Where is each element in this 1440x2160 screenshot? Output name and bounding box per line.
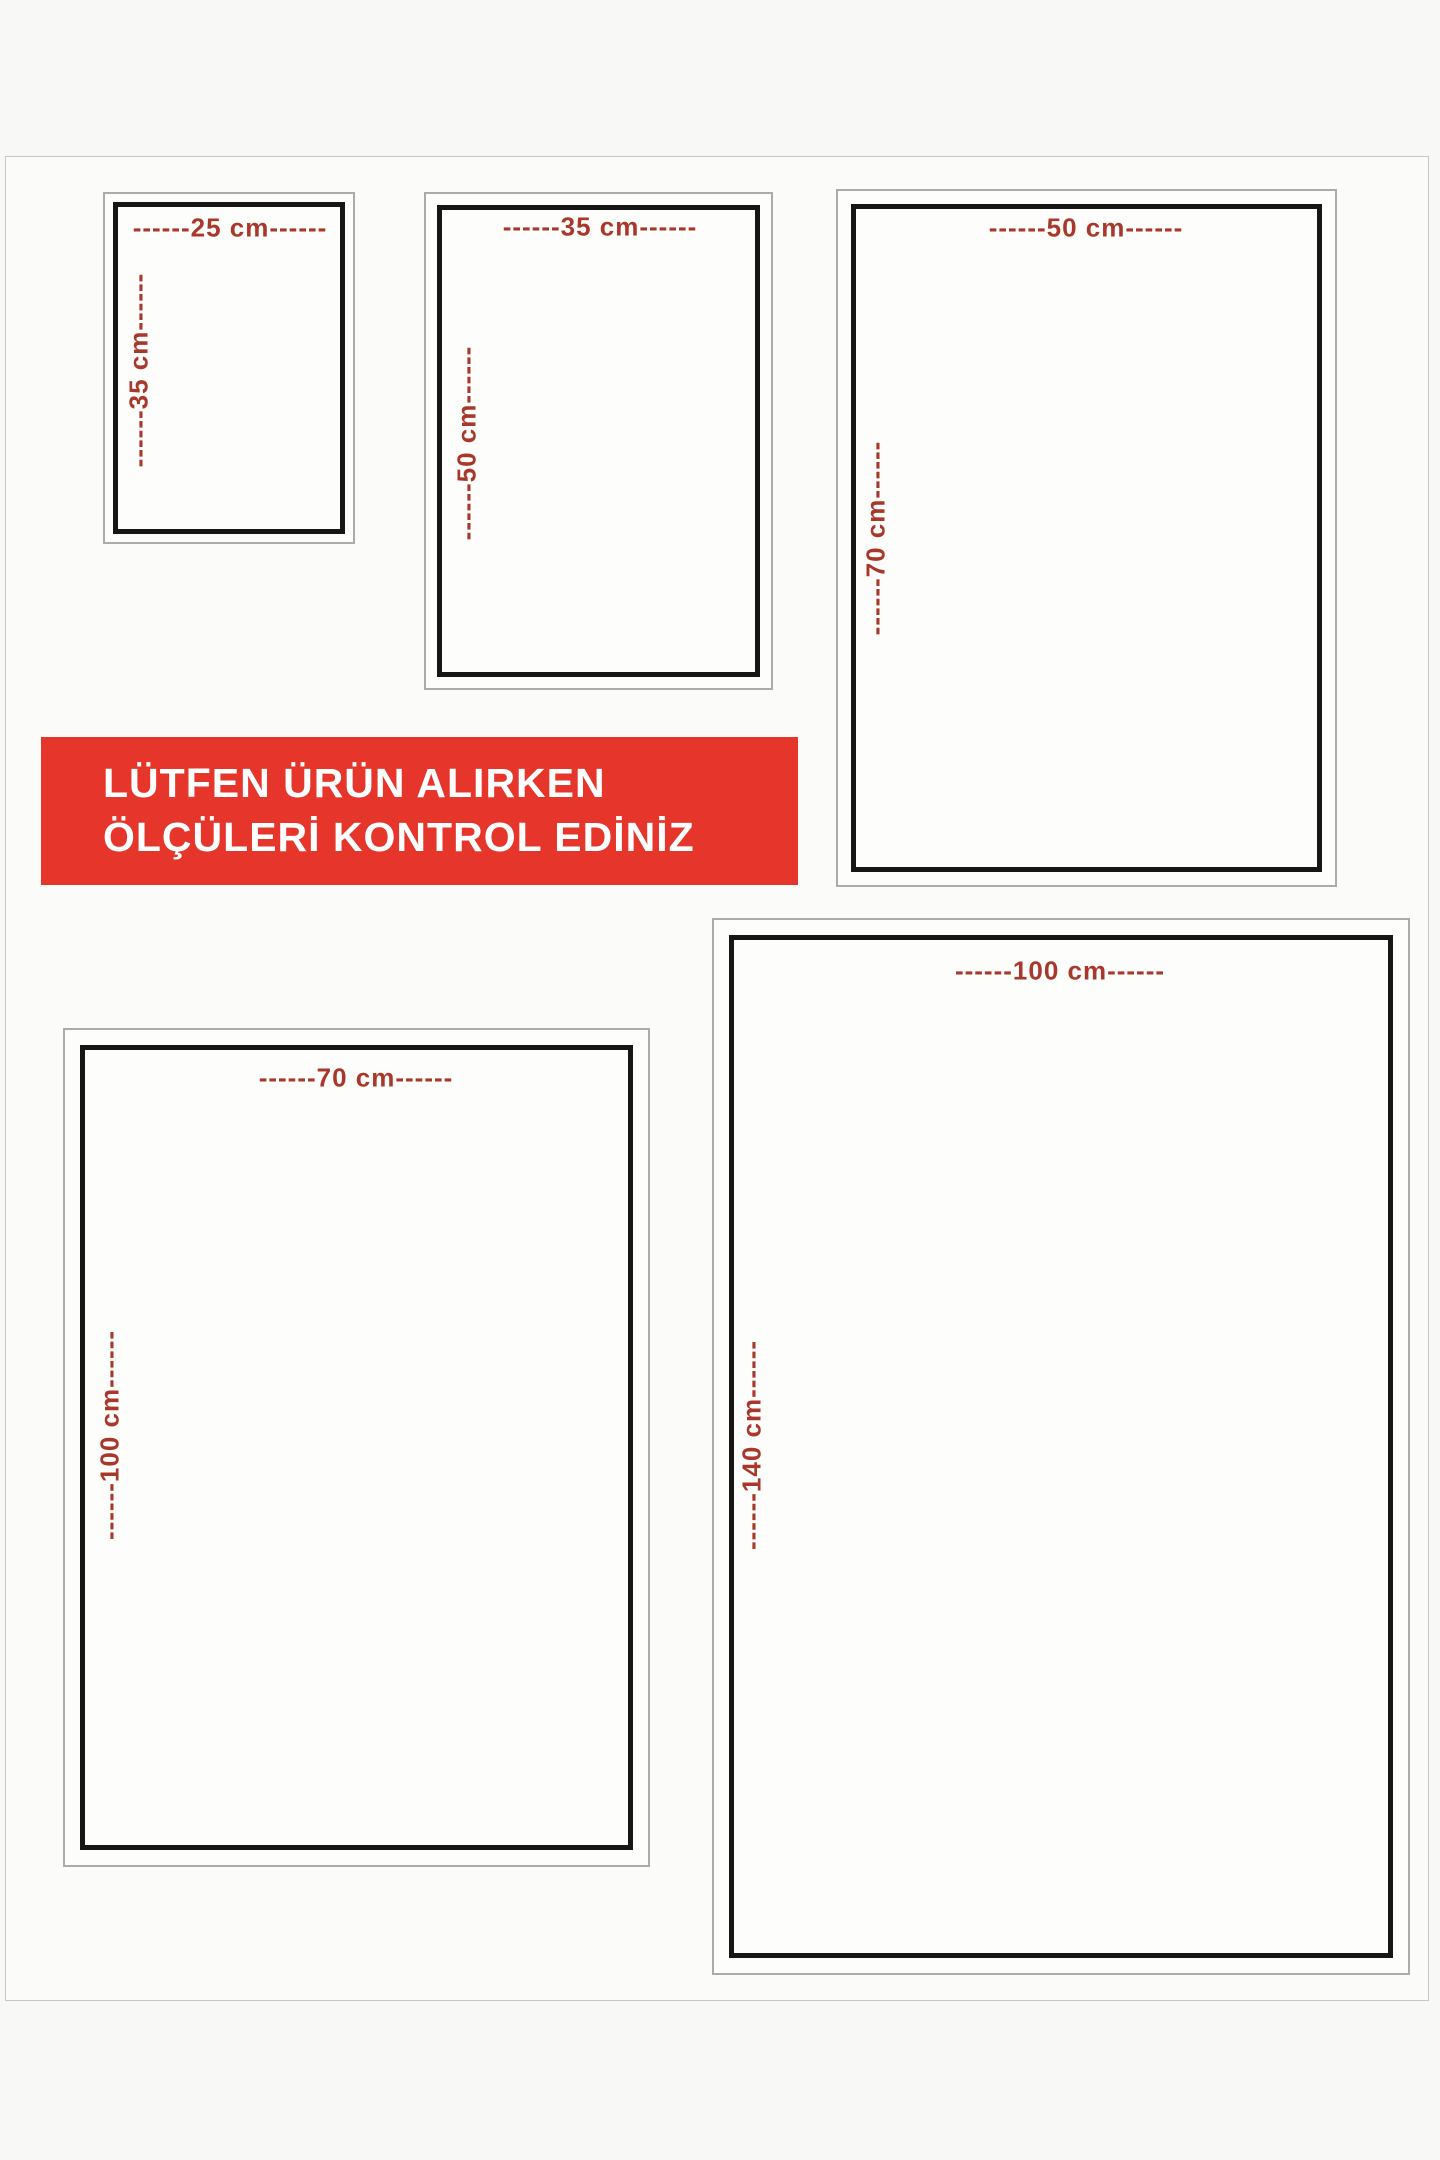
size-rect-35x50 [437,205,760,677]
warning-banner-line2: ÖLÇÜLERİ KONTROL EDİNİZ [103,814,695,860]
size-rect-50x70-frame [836,189,1337,887]
width-label-100cm: ------100 cm------ [954,955,1166,986]
height-label-50cm: ------50 cm------ [451,345,482,541]
height-label-100cm: ------100 cm------ [94,1329,125,1541]
height-label-70cm: ------70 cm------ [860,440,891,636]
size-rect-50x70 [851,204,1322,872]
size-rect-100x140-frame [712,918,1410,1975]
width-label-70cm: ------70 cm------ [258,1062,454,1093]
warning-banner [41,737,798,885]
size-rect-100x140 [729,935,1393,1958]
size-rect-70x100-frame [63,1028,650,1867]
width-label-50cm: ------50 cm------ [988,212,1184,243]
height-label-140cm: ------140 cm------ [736,1339,767,1551]
warning-banner-line1: LÜTFEN ÜRÜN ALIRKEN [103,760,606,806]
size-rect-70x100 [80,1045,633,1850]
width-label-35cm: ------35 cm------ [502,211,698,242]
width-label-25cm: ------25 cm------ [132,212,328,243]
height-label-35cm: ------35 cm------ [123,272,154,468]
